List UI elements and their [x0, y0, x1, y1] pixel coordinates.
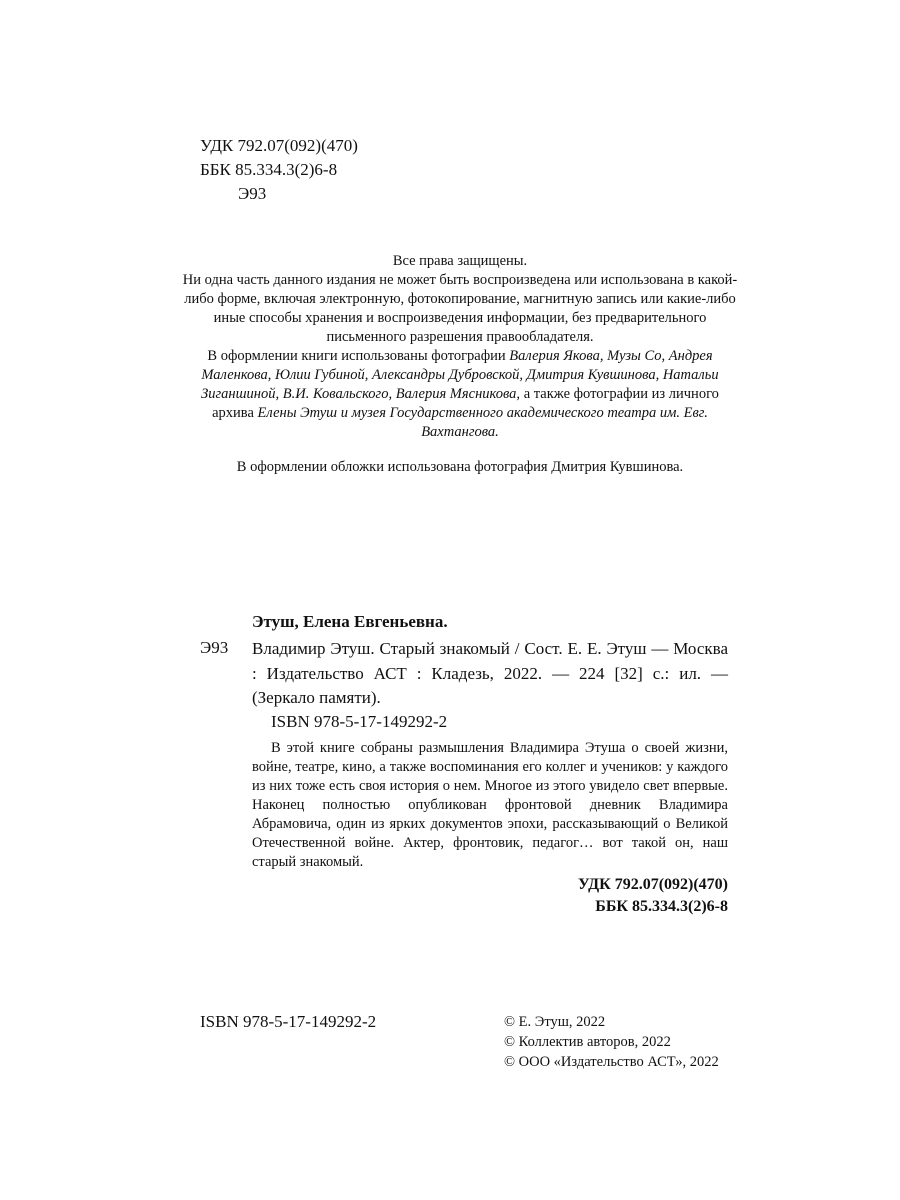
bib-bbk: ББК 85.334.3(2)6-8 — [595, 898, 728, 915]
author-mark: Э93 — [238, 184, 267, 203]
rights-notice — [180, 252, 740, 442]
rights-reserved: Все права защищены. — [392, 253, 528, 269]
top-classification-codes — [200, 134, 358, 206]
copyright-line: © ООО «Издательство АСТ», 2022 — [504, 1054, 719, 1070]
bib-description: Владимир Этуш. Старый знакомый / Сост. Е. Е. Этуш — Москва : Издательство АСТ : Кладезь, 2022. — 224 [32] с.: ил. — (Зеркало памяти). — [252, 639, 728, 707]
bib-udk: УДК 792.07(092)(470) — [577, 876, 728, 893]
bib-author: Этуш, Елена Евгеньевна. — [252, 612, 448, 631]
bib-author-mark: Э93 — [200, 638, 229, 657]
bbk-code: ББК 85.334.3(2)6-8 — [200, 160, 338, 179]
udk-code: УДК 792.07(092)(470) — [200, 136, 358, 155]
cover-photo-note: В оформлении обложки использована фотография Дмитрия Кувшинова. — [236, 459, 684, 475]
annotation: В этой книге собраны размышления Владимира Этуша о своей жизни, войне, театре, кино, а также воспоминания его коллег и учеников: у каждого из них тоже есть своя история о нем. Многое из этого увидело свет впервые. Наконец полностью опубликован фронтовой дневник Владимира Абрамовича, один из ярких документов эпохи, рассказывающий о Великой Отечественной войне. Актер, фронтовик, педагог… вот такой он, наш старый знакомый. — [252, 740, 728, 870]
rights-statement: Ни одна часть данного издания не может быть воспроизведена или использована в какой-либо форме, включая электронную, фотокопирование, магнитную запись или какие-либо иные способы хранения и воспроизведения информации, без предварительного письменного разрешения правообладателя. — [182, 272, 738, 345]
copyright-block — [504, 1012, 719, 1072]
bib-classification — [578, 874, 728, 918]
photo-credit-archive: Елены Этуш и музея Государственного академического театра им. Евг. Вахтангова. — [257, 405, 708, 440]
photo-credit-names: Валерия Якова, Музы Со, Андрея Маленкова, Юлии Губиной, Александры Дубровской, Дмитрия Кувшинова, Натальи Зиганшиной, В.И. Ковальского, Валерия Мясникова, — [201, 348, 719, 402]
photo-credits: В оформлении книги использованы фотографии Валерия Якова, Музы Со, Андрея Маленкова, Юлии Губиной, Александры Дубровской, Дмитрия Кувшинова, Натальи Зиганшиной, В.И. Ковальского, Валерия Мясникова, а также фотографии из личного архива Елены Этуш и музея Государственного академического театра им. Евг. Вахтангова. — [201, 348, 719, 440]
copyright-line: © Е. Этуш, 2022 — [504, 1014, 606, 1030]
bib-isbn: ISBN 978-5-17-149292-2 — [271, 712, 448, 731]
copyright-line: © Коллектив авторов, 2022 — [504, 1034, 671, 1050]
footer-isbn: ISBN 978-5-17-149292-2 — [200, 1012, 377, 1031]
